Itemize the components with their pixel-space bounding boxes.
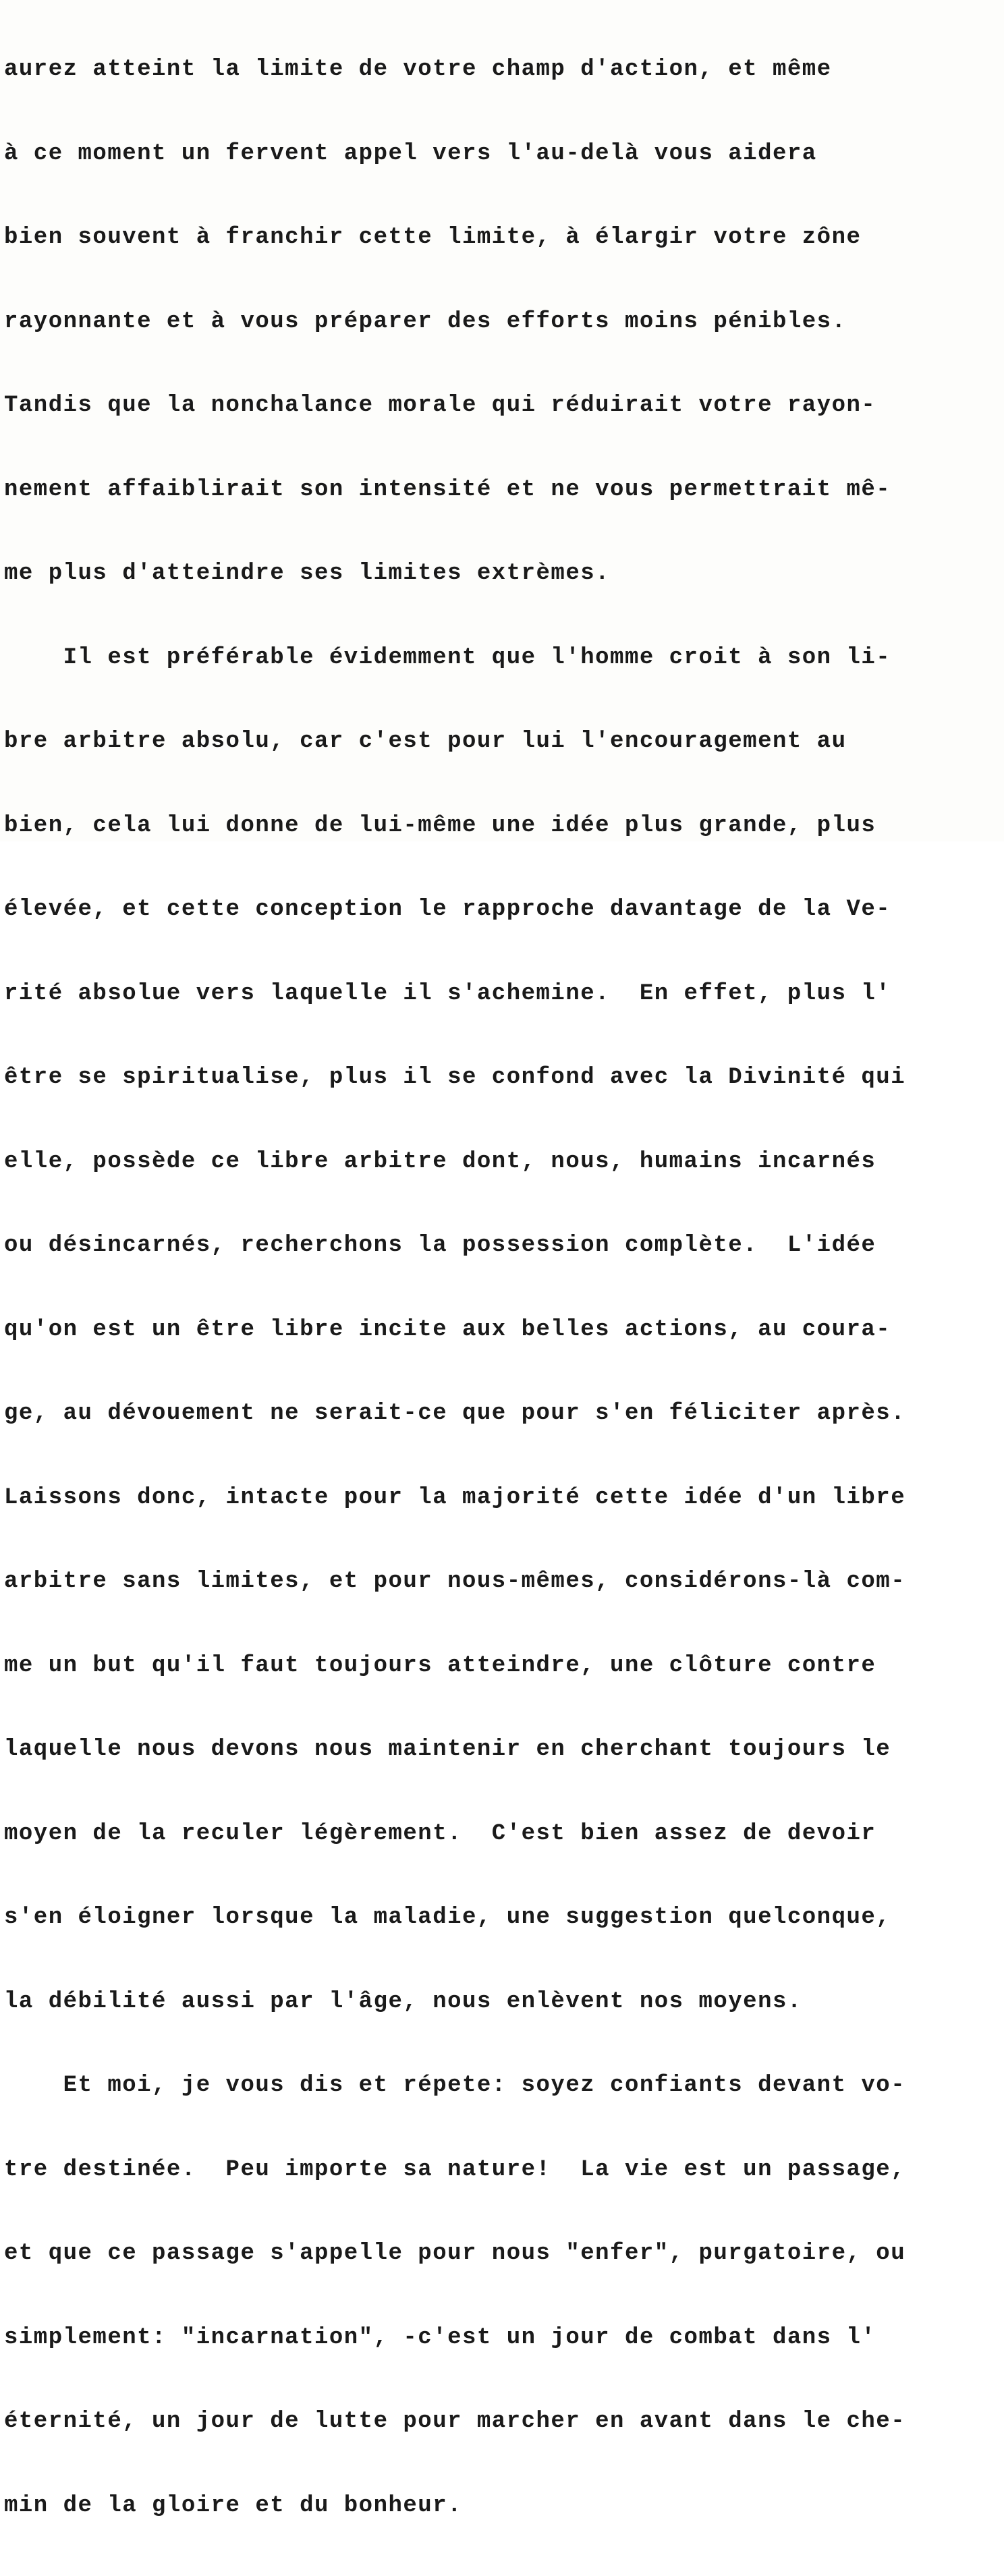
- text-line: Tandis que la nonchalance morale qui réduirait votre rayon-: [4, 393, 876, 418]
- text-line: elle, possède ce libre arbitre dont, nous, humains incarnés: [4, 1148, 876, 1175]
- text-line: simplement: "incarnation", -c'est un jour de combat dans l': [4, 2324, 876, 2351]
- text-line: aurez atteint la limite de votre champ d'action, et même: [4, 57, 832, 82]
- text-line: Il est préférable évidemment que l'homme croit à son li-: [4, 644, 891, 671]
- text-line: moyen de la reculer légèrement. C'est bien assez de devoir: [4, 1820, 876, 1847]
- text-line: être se spiritualise, plus il se confond avec la Divinité qui: [4, 1065, 906, 1090]
- text-line: tre destinée. Peu importe sa nature! La vie est un passage,: [4, 2156, 906, 2183]
- text-line: élevée, et cette conception le rapproche davantage de la Ve-: [4, 897, 891, 922]
- text-line: laquelle nous devons nous maintenir en cherchant toujours le: [4, 1737, 891, 1762]
- text-line: Et moi, je vous dis et répete: soyez confiants devant vo-: [4, 2073, 906, 2098]
- text-line: bre arbitre absolu, car c'est pour lui l'encouragement au: [4, 729, 847, 754]
- text-line: s'en éloigner lorsque la maladie, une suggestion quelconque,: [4, 1905, 891, 1930]
- text-line: me plus d'atteindre ses limites extrèmes.: [4, 561, 611, 586]
- text-line: Laissons donc, intacte pour la majorité cette idée d'un libre: [4, 1484, 906, 1511]
- text-line: qu'on est un être libre incite aux belles actions, au coura-: [4, 1316, 891, 1343]
- text-line: bien, cela lui donne de lui-même une idée plus grande, plus: [4, 812, 876, 839]
- text-line: min de la gloire et du bonheur.: [4, 2492, 463, 2519]
- text-line: me un but qu'il faut toujours atteindre, une clôture contre: [4, 1652, 876, 1679]
- text-line: nement affaiblirait son intensité et ne vous permettrait mê-: [4, 476, 891, 503]
- typed-text-block: [4, 0, 905, 2576]
- text-line: arbitre sans limites, et pour nous-mêmes, considérons-là com-: [4, 1569, 906, 1594]
- text-line: et que ce passage s'appelle pour nous "enfer", purgatoire, ou: [4, 2241, 906, 2266]
- text-line: éternité, un jour de lutte pour marcher en avant dans le che-: [4, 2409, 906, 2434]
- text-line: ou désincarnés, recherchons la possession complète. L'idée: [4, 1233, 876, 1258]
- text-line: à ce moment un fervent appel vers l'au-delà vous aidera: [4, 140, 817, 167]
- text-line: la débilité aussi par l'âge, nous enlèvent nos moyens.: [4, 1988, 802, 2015]
- text-line: ge, au dévouement ne serait-ce que pour s'en féliciter après.: [4, 1401, 906, 1426]
- text-line: bien souvent à franchir cette limite, à élargir votre zône: [4, 225, 862, 250]
- text-line: rayonnante et à vous préparer des efforts moins pénibles.: [4, 308, 847, 335]
- text-line: rité absolue vers laquelle il s'achemine. En effet, plus l': [4, 980, 891, 1007]
